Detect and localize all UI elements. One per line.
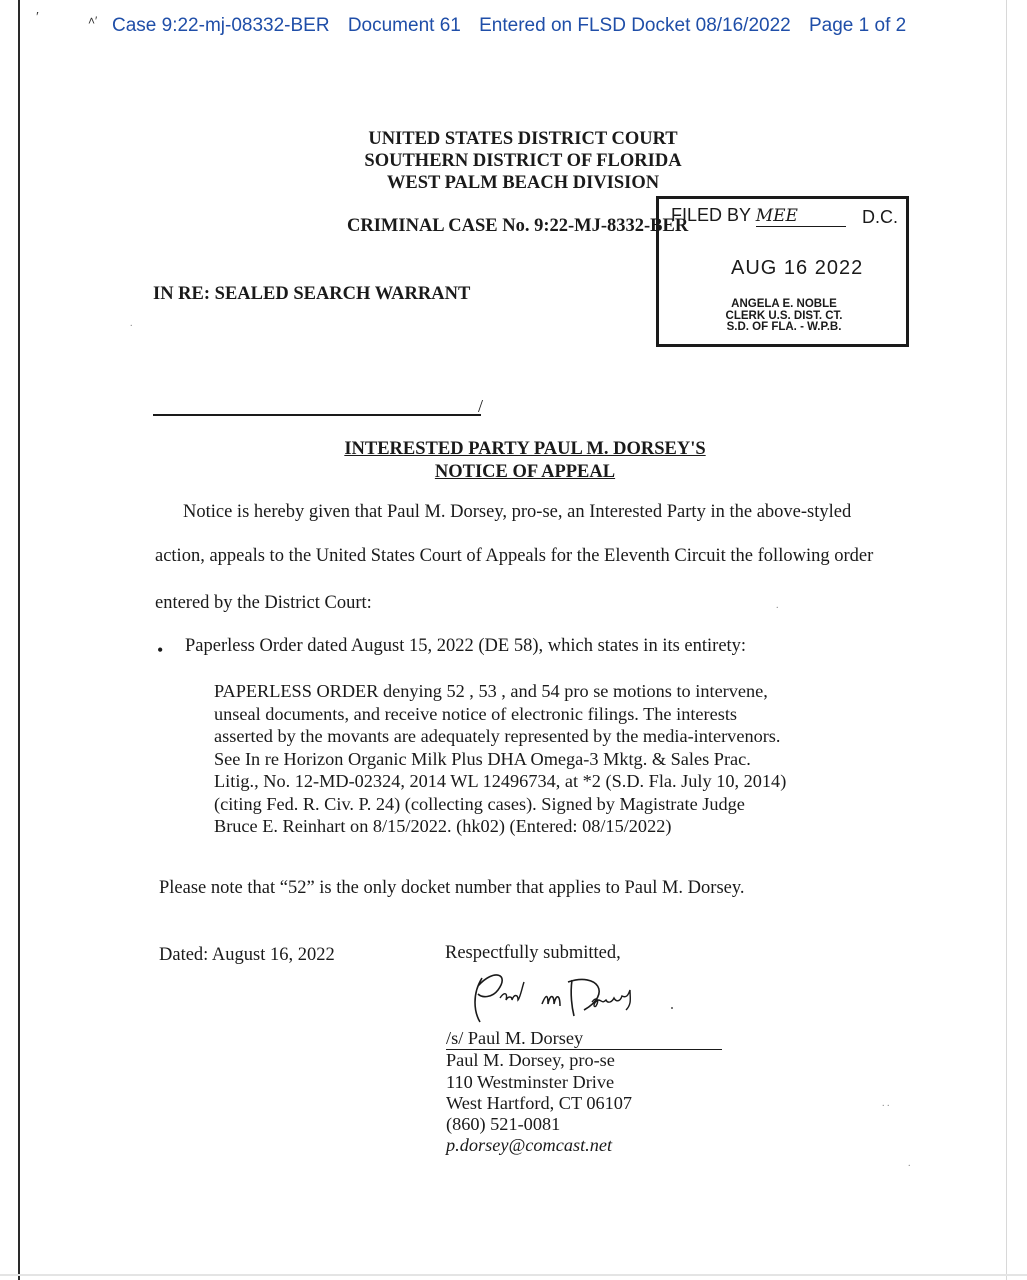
stamp-date: AUG 16 2022 [731, 257, 864, 279]
dated-line: Dated: August 16, 2022 [159, 945, 335, 965]
page-edge-bottom [0, 1274, 1027, 1276]
court-caption [358, 128, 688, 194]
respectfully-submitted: Respectfully submitted, [445, 943, 621, 963]
quote-line-5: Litig., No. 12-MD-02324, 2014 WL 12496734, at *2 (S.D. Fla. July 10, 2014) [214, 771, 787, 791]
court-line-3: WEST PALM BEACH DIVISION [386, 173, 660, 193]
stamp-dc: D.C. [862, 207, 898, 227]
stamp-filed-by [671, 205, 846, 227]
scan-speck: . [776, 600, 779, 611]
header-mark: ˄′ [88, 14, 98, 28]
s-signature-line: /s/ Paul M. Dorsey [446, 1028, 722, 1050]
corner-mark: ′ [36, 10, 40, 25]
docket-note: Please note that “52” is the only docket number that applies to Paul M. Dorsey. [159, 878, 745, 898]
body-line-2: action, appeals to the United States Court of Appeals for the Eleventh Circuit the following order [155, 546, 874, 566]
quote-line-1: PAPERLESS ORDER denying 52 , 53 , and 54 pro se motions to intervene, [214, 681, 768, 701]
scan-speck: . . [882, 1098, 890, 1109]
header-page: Page 1 of 2 [809, 15, 907, 36]
stamp-clerk [709, 299, 859, 334]
quote-line-6: (citing Fed. R. Civ. P. 24) (collecting cases). Signed by Magistrate Judge [214, 793, 745, 814]
signature-block [446, 1028, 722, 1157]
handwritten-signature [468, 964, 678, 1028]
title-line-2: NOTICE OF APPEAL [434, 462, 616, 482]
signer-name: Paul M. Dorsey, pro-se [446, 1050, 615, 1071]
title-line-1: INTERESTED PARTY PAUL M. DORSEY'S [344, 439, 706, 459]
docket-header [112, 15, 919, 37]
caption-rule [153, 414, 481, 416]
body-line-3: entered by the District Court: [155, 593, 372, 613]
case-number: CRIMINAL CASE No. 9:22-MJ-8332-BER [347, 216, 689, 236]
signer-address-1: 110 Westminster Drive [446, 1071, 615, 1092]
bullet-text: Paperless Order dated August 15, 2022 (DE 58), which states in its entirety: [185, 636, 747, 656]
stamp-filed-label: FILED BY [671, 205, 751, 225]
filed-stamp [656, 196, 909, 347]
scan-speck: . [130, 318, 133, 329]
in-re-caption: IN RE: SEALED SEARCH WARRANT [153, 284, 471, 304]
header-document: Document 61 [347, 15, 461, 36]
bullet-icon: • [157, 640, 164, 660]
page-edge-right [1006, 0, 1007, 1280]
stamp-clerk-line-2: CLERK U.S. DIST. CT. [725, 309, 843, 322]
court-line-1: UNITED STATES DISTRICT COURT [368, 129, 678, 149]
quote-line-7: Bruce E. Reinhart on 8/15/2022. (hk02) (Entered: 08/15/2022) [214, 816, 672, 836]
document-title [300, 438, 750, 484]
quoted-order [214, 680, 820, 838]
header-case: Case 9:22-mj-08332-BER [112, 15, 330, 36]
stamp-initials: MEE [756, 206, 846, 227]
caption-slash: / [478, 396, 484, 416]
body-line-1: Notice is hereby given that Paul M. Dorsey, pro-se, an Interested Party in the above-styled [183, 502, 852, 522]
page-edge-left [18, 0, 20, 1280]
stamp-clerk-line-3: S.D. OF FLA. - W.P.B. [726, 321, 842, 333]
court-line-2: SOUTHERN DISTRICT OF FLORIDA [364, 151, 682, 171]
signer-address-2: West Hartford, CT 06107 [446, 1092, 633, 1113]
signer-phone: (860) 521-0081 [446, 1114, 561, 1135]
quote-line-3: asserted by the movants are adequately represented by the media-intervenors. [214, 726, 781, 746]
quote-line-4: See In re Horizon Organic Milk Plus DHA Omega-3 Mktg. & Sales Prac. [214, 748, 751, 769]
scan-speck: . [908, 1158, 911, 1169]
stamp-clerk-line-1: ANGELA E. NOBLE [731, 298, 837, 310]
quote-line-2: unseal documents, and receive notice of electronic filings. The interests [214, 703, 738, 724]
header-entered: Entered on FLSD Docket 08/16/2022 [479, 15, 791, 36]
signer-email: p.dorsey@comcast.net [446, 1135, 613, 1156]
